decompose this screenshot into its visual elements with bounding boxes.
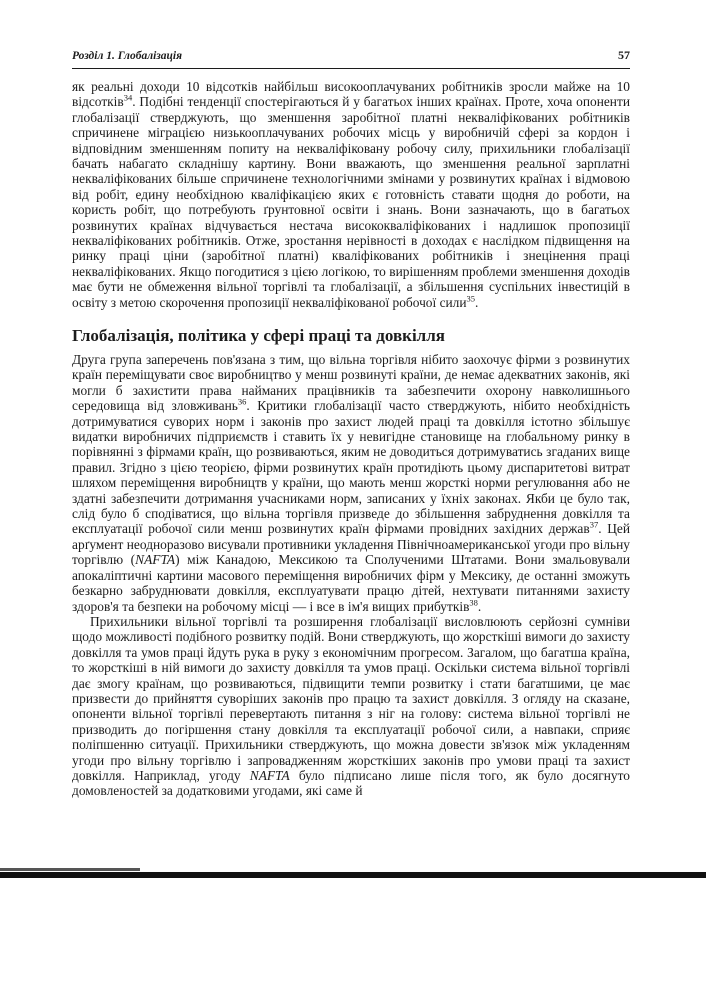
text-run: як реальні доходи 10 відсотків найбільш високооплачуваних робітників зросли майже на 10 відсотків [72,79,630,110]
text-run: . [477,598,482,614]
header-rule [72,68,630,69]
paragraph [72,352,630,614]
running-header [72,48,630,63]
section-heading: Глобалізація, політика у сфері праці та довкілля [72,326,445,345]
scan-edge-bar [0,872,706,878]
text-run: було підписано лише після того, як було досягнуто домовленостей за додатковими угодами, які саме й [72,767,630,799]
text-run: . Цей арґумент неодноразово висували противники укладення Північноамериканської угоди про вільну торгівлю ( [72,521,630,568]
text-run: ) між Канадою, Мексикою та Сполученими Штатами. Вони змальовували апокаліптичні картини масового переміщення виробничих фірм у Мексику, де останні зможуть безкарно забруднювати довкілля, експлуатувати працю дітей, нехтувати питаннями захисту здоров'я та безпеки на робочому місці — і все в ім'я вищих прибутків [72,552,631,614]
chapter-title: Розділ 1. Глобалізація [72,50,183,62]
footnote-ref: 35 [466,293,476,304]
text-run: Друга група заперечень пов'язана з тим, що вільна торгівля нібито заохочує фірми з розвинутих країн переміщувати своє виробництво у менш розвинуті країни, де немає адекватних законів, які могли б захистити права найманих працівників та забезпечити охорону навколишнього середовища від зловживань [72,352,630,414]
text-run: . Критики глобалізації часто стверджують, нібито необхідність дотримуватися суворих норм і законів про захист людей праці та довкілля істотно збільшує видатки виробничих підприємств і ставить їх у невигідне становище на глобальному ринку в порівнянні з фірмами країн, що розвиваються, яким не доводиться дотримуватись згаданих вище правил. Згідно з цією теорією, фірми розвинутих країн протидіють цьому диспаритетові витрат шляхом переміщення виробництв у країни, що мають менш жорсткі норми регулювання або не здатні забезпечити дотримання учасниками норм, записаних у їхніх законах. Якби це було так, слід було б сподіватися, що вільна торгівля призведе до збільшення забруднення довкілля та експлуатації робочої сили менш розвинутих країн фірмами провідних західних держав [72,398,630,537]
scan-edge-shadow [0,868,140,871]
text-run: Прихильники вільної торгівлі та розширення глобалізації висловлюють серйозні сумніви щодо можливості подібного розвитку подій. Вони стверджують, що жорсткіші вимоги до захисту довкілля та умов праці йдуть рука в руку з економічним прогресом. Загалом, що багатша країна, то жорсткіші в ній вимоги до захисту довкілля та умов праці. Оскільки система вільної торгівлі дає змогу країнам, що розвиваються, підвищити темпи розвитку і стати багатшими, це має призвести до прийняття суворіших законів про працю та захист довкілля. З огляду на сказане, опоненти вільної торгівлі перевертають питання з ніг на голову: система вільної торгівлі не призводить до погіршення стану довкілля та експлуатації робочої сили, а навпаки, сприяє поліпшенню ситуації. Прихильники стверджують, що можна довести зв'язок між укладенням угоди про вільну торгівлю і запровадженням жорсткіших законів про умови праці та захист довкілля. Наприклад, угоду [72,613,630,783]
footnote-ref: 37 [589,520,599,530]
page-number: 57 [618,48,630,62]
paragraph [72,79,630,310]
italic-term: NAFTA [249,767,290,783]
footnote-ref: 36 [237,396,247,407]
italic-term: NAFTA [135,552,176,568]
footnote-ref: 34 [123,92,133,103]
text-block-2 [72,352,630,799]
text-run: . [475,294,479,310]
paragraph [72,614,630,799]
text-run: . Подібні тенденції спостерігаються й у багатьох інших країнах. Проте, хоча опоненти глобалізації стверджують, що зменшення заробітної платні некваліфікованих робітників спричинене міграцією низькооплачуваних робочих місць у виробничій сфері за кордон і відповідним зменшенням попиту на некваліфіковану робочу силу, прихильники глобалізації бачать набагато складнішу картину. Вони вважають, що зменшення реальної зарплатні некваліфікованих більше спричинене технологічними змінами у розвинутих країнах і відмовою від робіт, едину необхідною кваліфікацією яких є готовність ставати щодня до роботи, на користь робіт, що потребують ґрунтовної освіти і знань. Вони зазначають, що в багатьох розвинутих країнах відчувається нестача висококваліфікованих і надлишок пропозиції некваліфікованих робітників. Отже, зростання нерівності в доходах є наслідком підвищення на ринку праці ціни (заробітної платні) кваліфікованих робітників і знецінення праці некваліфікованих. Якщо погодитися з цією логікою, то вирішенням проблеми зменшення доходів має бути не обмеження вільної торгівлі та глобалізації, а збільшення суспільних інвестицій в освіту з метою скорочення пропозиції некваліфікованої робочої сили [72,94,630,310]
footnote-ref: 38 [469,597,478,608]
text-block-1 [72,79,630,310]
